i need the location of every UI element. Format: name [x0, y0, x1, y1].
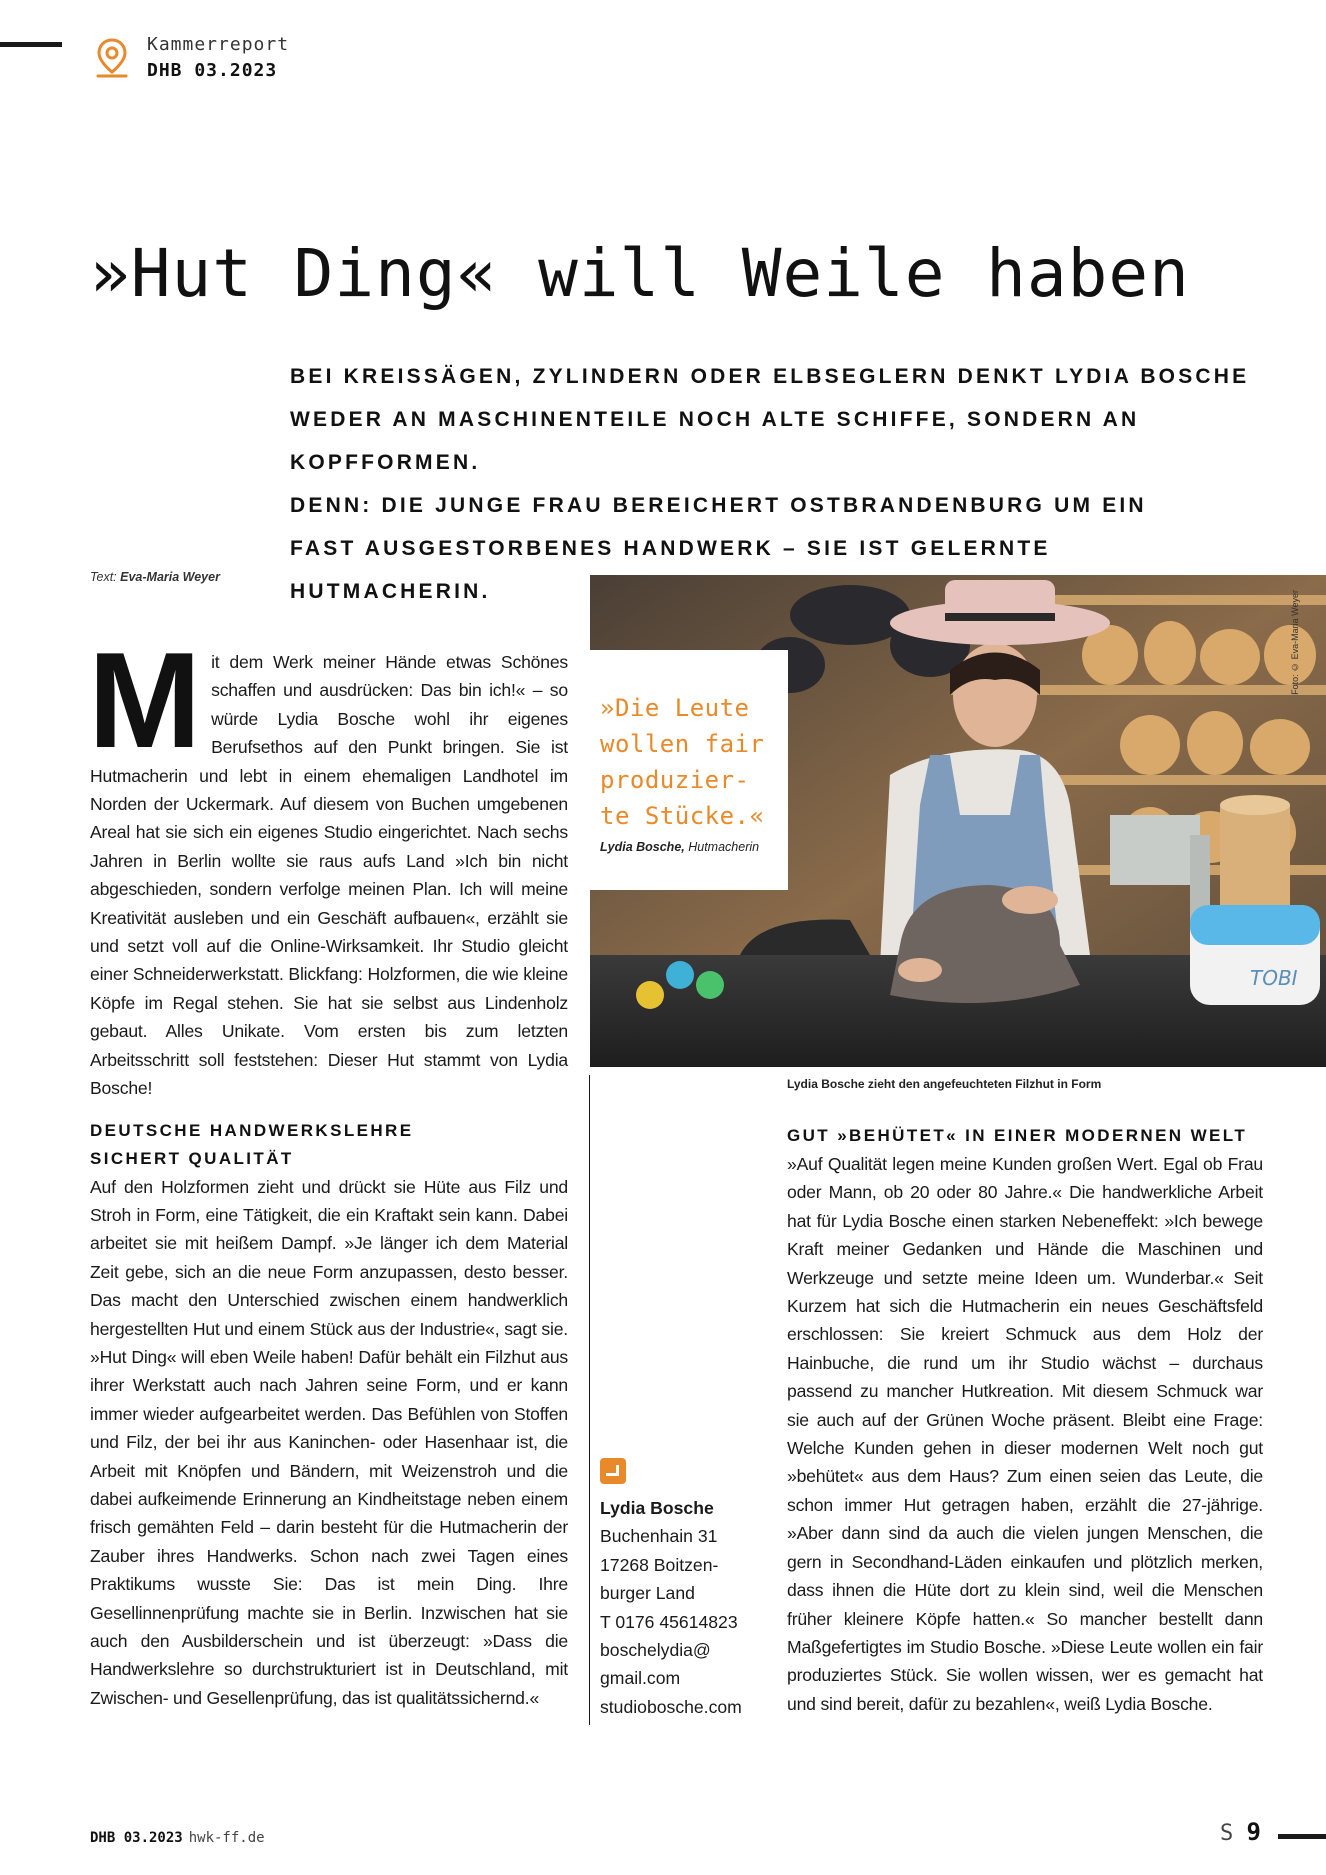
- contact-city: 17268 Boitzen-: [600, 1554, 719, 1575]
- pull-quote: [590, 650, 788, 890]
- contact-phone: T 0176 45614823: [600, 1611, 738, 1632]
- quote-line: te Stücke.«: [600, 802, 765, 830]
- lead-line: FAST AUSGESTORBENES HANDWERK – SIE IST GELERNTE HUTMACHERIN.: [290, 537, 1051, 603]
- credit-author: Eva-Maria Weyer: [120, 570, 220, 584]
- pull-quote-attribution: [600, 840, 778, 854]
- contact-city-cont: burger Land: [600, 1583, 695, 1604]
- column-divider: [589, 1075, 590, 1725]
- footer-site: hwk-ff.de: [188, 1830, 265, 1846]
- photo-credit: Foto: © Eva-Maria Weyer: [1290, 590, 1300, 695]
- contact-street: Buchenhain 31: [600, 1526, 718, 1547]
- contact-email: boschelydia@: [600, 1640, 711, 1661]
- subhead-line: DEUTSCHE HANDWERKSLEHRE: [90, 1120, 414, 1140]
- page-prefix: S: [1220, 1821, 1234, 1846]
- right-column: [787, 1122, 1263, 1718]
- arrow-box-icon: [600, 1458, 626, 1484]
- subhead-line: SICHERT QUALITÄT: [90, 1148, 294, 1168]
- footer-issue: DHB 03.2023: [90, 1830, 183, 1846]
- lead-line: WEDER AN MASCHINENTEILE NOCH ALTE SCHIFFE, SONDERN AN KOPFFORMEN.: [290, 408, 1140, 474]
- quote-line: wollen fair: [600, 730, 765, 758]
- subhead-quality: [90, 1117, 568, 1173]
- page-number-value: 9: [1246, 1818, 1261, 1846]
- machine-label: TOBI: [1250, 966, 1298, 990]
- footer-left: [90, 1830, 265, 1846]
- subhead-behuetet: GUT »BEHÜTET« IN EINER MODERNEN WELT: [787, 1126, 1248, 1145]
- contact-website: studiobosche.com: [600, 1696, 742, 1717]
- issue-label: DHB 03.2023: [147, 60, 278, 81]
- section-label: Kammerreport: [147, 34, 290, 55]
- dropcap: M: [88, 624, 202, 776]
- photo-caption: Lydia Bosche zieht den angefeuchteten Filzhut in Form: [787, 1077, 1102, 1091]
- page-number: [1220, 1818, 1261, 1846]
- location-pin-icon: [92, 36, 132, 82]
- body-paragraph: Auf den Holzformen zieht und drückt sie Hüte aus Filz und Stroh in Form, eine Tätigkeit, die ein Kraftakt sein kann. Dabei arbeitet sie mit heißem Dampf. »Je länger ich dem Material Zeit gebe, sich an die neue Form anzupassen, desto besser. Das macht den Unterschied zwischen einem handwerklich hergestellten Hut und einem Stück aus der Industrie«, sagt sie. »Hut Ding« will eben Weile haben! Dafür behält ein Filzhut aus ihrer Werkstatt auch nach Jahren seine Form, und er kann immer wieder aufgearbeitet werden. Das Befühlen von Stoffen und Filz, der bei ihr aus Kaninchen- oder Hasenhaar ist, die Arbeit mit Knöpfen und Bändern, mit Weizenstroh und die dabei aufkeimende Erinnerung an Kindheitstage neben einem frisch gemähten Feld – darin besteht für die Hutmacherin der Zauber ihres Handwerks. Schon nach zwei Tagen eines Praktikums wusste Sie: Das ist mein Ding. Ihre Gesellinnenprüfung machte sie in Berlin. Inzwischen hat sie auch den Ausbilderschein und ist überzeugt: »Dass die Handwerkslehre so durchstrukturiert ist in Deutschland, mit Zwischen- und Gesellenprüfung, das ist qualitätssichernd.«: [90, 1176, 568, 1708]
- lead-line: BEI KREISSÄGEN, ZYLINDERN ODER ELBSEGLERN DENKT LYDIA BOSCHE: [290, 365, 1250, 388]
- contact-box: [600, 1458, 780, 1721]
- right-body-paragraph: »Auf Qualität legen meine Kunden großen Wert. Egal ob Frau oder Mann, ob 20 oder 80 Jahre.« Die handwerkliche Arbeit hat für Lydia Bosche einen starken Nebeneffekt: »Ich bewege Kraft meiner Gedanken und Hände die Maschinen und Werkzeuge und setzte meine Ideen um. Wunderbar.« Seit Kurzem hat sich die Hutmacherin ein neues Geschäftsfeld erschlossen: Sie kreiert Schmuck aus dem Holz der Hainbuche, die rund um ihr Studio wächst – durchaus passend zu mancher Hutkreation. Mit diesem Schmuck war sie auch auf der Grünen Woche präsent. Bleibt eine Frage: Welche Kunden gehen in dieser modernen Welt noch gut »behütet« aus dem Haus? Zum einen seien das Leute, die schon immer Hut getragen haben, erzählt die 27-jährige. »Aber dann sind da auch die vielen jungen Menschen, die gern in Secondhand-Läden einkaufen und plötzlich merken, dass ihnen die Hüte dort zu klein sind, weil die Menschen früher kleinere Köpfe hatten.« So mancher bestellt dann Maßgefertigtes im Studio Bosche. »Diese Leute wollen ein fair produziertes Stück. Sie wollen wissen, wer es gemacht hat und sind bereit, dafür zu bezahlen«, weiß Lydia Bosche.: [787, 1154, 1263, 1714]
- credit-label: Text:: [90, 570, 117, 584]
- contact-name: Lydia Bosche: [600, 1498, 714, 1518]
- quote-role: Hutmacherin: [688, 840, 760, 854]
- left-column: [88, 624, 568, 1712]
- quote-line: produzier-: [600, 766, 750, 794]
- intro-paragraph: it dem Werk meiner Hände etwas Schönes schaffen und ausdrücken: Das bin ich!« – so würde Lydia Bosche wohl ihr eigenes Berufsethos auf den Punkt bringen. Sie ist Hutmacherin und lebt in einem ehemaligen Landhotel im Norden der Uckermark. Auf diesem von Buchen umgebenen Areal hat sie sich ein eigenes Studio eingerichtet. Nach sechs Jahren in Berlin wollte sie raus aufs Land »Ich bin nicht abgeschieden, sondern verfolge meinen Plan. Ich will meine Kreativität ausleben und ein Geschäft aufbauen«, erzählt sie und setzt voll auf die Online-Wirksamkeit. Ihr Studio gleicht einer Schneiderwerkstatt. Blickfang: Holzformen, die wie kleine Köpfe im Regal stehen. Sie hat sie selbst aus Lindenholz gebaut. Alles Unikate. Vom ersten bis zum letzten Arbeitsschritt soll feststehen: Dieser Hut stammt von Lydia Bosche!: [90, 652, 568, 1099]
- article-headline: »Hut Ding« will Weile haben: [90, 235, 1190, 312]
- lead-line: DENN: DIE JUNGE FRAU BEREICHERT OSTBRANDENBURG UM EIN: [290, 494, 1147, 517]
- pull-quote-text: [600, 690, 778, 834]
- quote-name: Lydia Bosche,: [600, 840, 685, 854]
- bottom-right-rule: [1278, 1834, 1326, 1839]
- author-credit: [90, 570, 220, 584]
- top-left-rule: [0, 42, 62, 47]
- quote-line: »Die Leute: [600, 694, 750, 722]
- contact-email-domain: gmail.com: [600, 1668, 681, 1689]
